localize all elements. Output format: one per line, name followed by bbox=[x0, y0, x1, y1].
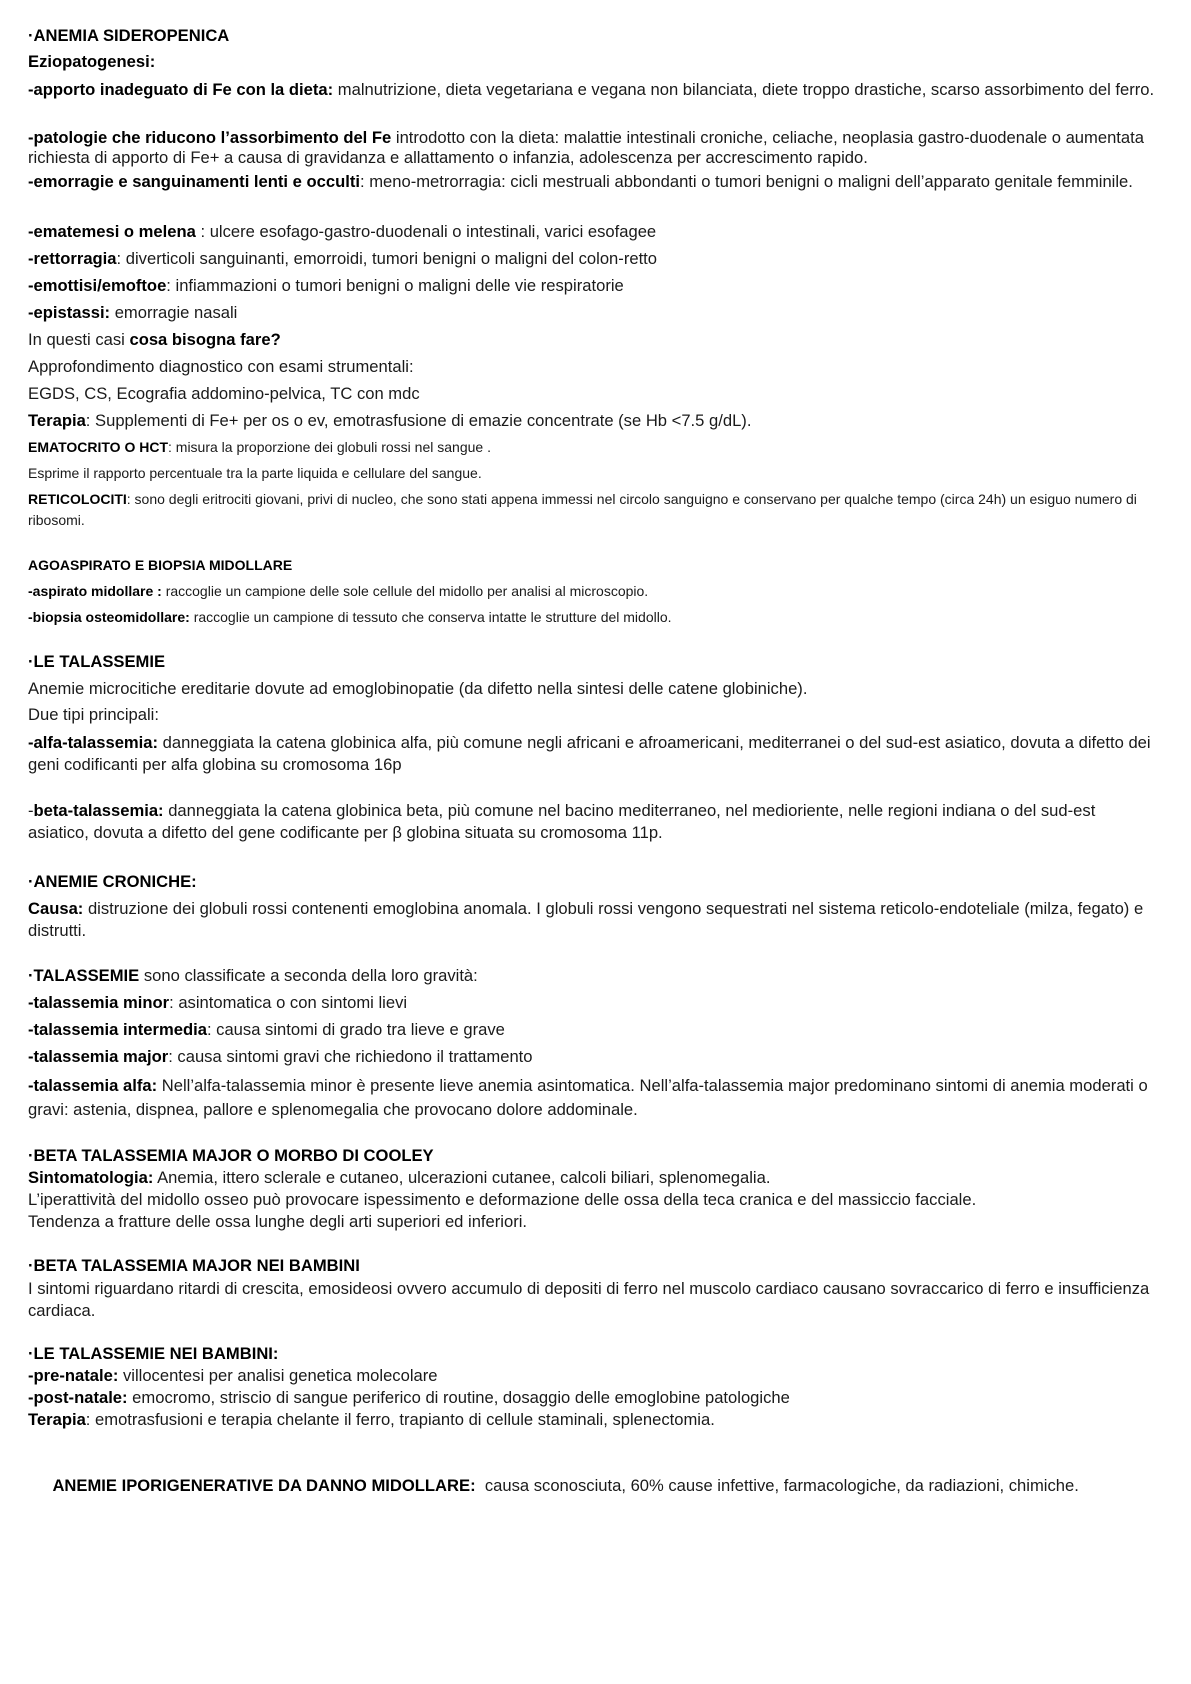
bambini-major-text: I sintomi riguardano ritardi di crescita, emosideosi ovvero accumulo di depositi di ferro nel muscolo cardiaco causano sovraccarico di ferro e insufficienza cardiaca. bbox=[28, 1279, 1150, 1320]
reticolociti-text: : sono degli eritrociti giovani, privi di nucleo, che sono stati appena immessi nel circolo sanguigno e conservano per qualche tempo (circa 24h) un esiguo numero di ribosomi. bbox=[28, 491, 1137, 528]
gravity-item bbox=[28, 1074, 1155, 1122]
cause-term: -emorragie e sanguinamenti lenti e occulti bbox=[28, 172, 360, 191]
beta-term: beta-talassemia: bbox=[33, 801, 164, 820]
sintomatologia-term: Sintomatologia: bbox=[28, 1168, 154, 1187]
beta-talassemia-item bbox=[28, 800, 1155, 844]
gravity-item bbox=[28, 1020, 1155, 1040]
ematocrito-line bbox=[28, 437, 1155, 458]
causa-line bbox=[28, 898, 1155, 942]
section-title-sideropenica: ·ANEMIA SIDEROPENICA bbox=[28, 26, 230, 45]
cause-text: : ulcere esofago-gastro-duodenali o intestinali, varici esofagee bbox=[195, 222, 657, 241]
iporigenerative-term: ANEMIE IPORIGENERATIVE DA DANNO MIDOLLARE: bbox=[52, 1476, 476, 1495]
alfa-talassemia-item bbox=[28, 732, 1155, 776]
bambini-term: -post-natale: bbox=[28, 1388, 128, 1407]
approfondimento-line: Approfondimento diagnostico con esami strumentali: bbox=[28, 357, 414, 376]
gravity-text: Nell’alfa-talassemia minor è presente lieve anemia asintomatica. Nell’alfa-talassemia major predominano sintomi di anemia moderati o gravi: astenia, dispnea, pallore e splenomegalia che provocano dolore addominale. bbox=[28, 1076, 1148, 1119]
cause-term: -epistassi: bbox=[28, 303, 111, 322]
iporigenerative-text: causa sconosciuta, 60% cause infettive, farmacologiche, da radiazioni, chimiche. bbox=[475, 1476, 1079, 1495]
alfa-term: -alfa-talassemia: bbox=[28, 733, 159, 752]
reticolociti-term: RETICOLOCITI bbox=[28, 491, 127, 507]
gravity-item bbox=[28, 993, 1155, 1013]
classificazione-title bbox=[28, 966, 1155, 986]
terapia-line bbox=[28, 411, 1155, 431]
cooley-line: Tendenza a fratture delle ossa lunghe degli arti superiori ed inferiori. bbox=[28, 1212, 528, 1231]
bambini-item bbox=[28, 1388, 1155, 1408]
cause-text: malnutrizione, dieta vegetariana e vegana non bilanciata, diete troppo drastiche, scarso assorbimento del ferro. bbox=[333, 80, 1155, 99]
classificazione-title-bold: ·TALASSEMIE bbox=[28, 966, 140, 985]
cause-item bbox=[28, 249, 1155, 269]
cause-term: -patologie che riducono l’assorbimento del Fe bbox=[28, 128, 392, 147]
procedure-item bbox=[28, 607, 1155, 628]
bambini-term: Terapia bbox=[28, 1410, 86, 1429]
bambini-text: emocromo, striscio di sangue periferico di routine, dosaggio delle emoglobine patologiche bbox=[127, 1388, 790, 1407]
cause-text: : meno-metrorragia: cicli mestruali abbondanti o tumori benigni o maligni dell’apparato genitale femminile. bbox=[359, 172, 1133, 191]
section-title-bambini: ·LE TALASSEMIE NEI BAMBINI: bbox=[28, 1344, 279, 1363]
talassemie-intro: Anemie microcitiche ereditarie dovute ad emoglobinopatie (da difetto nella sintesi delle catene globiniche). bbox=[28, 679, 808, 698]
beta-dash: - bbox=[28, 801, 34, 820]
question-line bbox=[28, 330, 1155, 350]
gravity-term: -talassemia major bbox=[28, 1047, 169, 1066]
cause-item bbox=[28, 78, 1155, 102]
terapia-text: : Supplementi di Fe+ per os o ev, emotrasfusione di emazie concentrate (se Hb <7.5 g/dL). bbox=[85, 411, 752, 430]
cause-text: : infiammazioni o tumori benigni o maligni delle vie respiratorie bbox=[166, 276, 624, 295]
terapia-term: Terapia bbox=[28, 411, 86, 430]
bambini-item bbox=[28, 1366, 1155, 1386]
procedure-text: raccoglie un campione di tessuto che conserva intatte le strutture del midollo. bbox=[189, 609, 672, 625]
causa-term: Causa: bbox=[28, 899, 84, 918]
sintomatologia-text: Anemia, ittero sclerale e cutaneo, ulcerazioni cutanee, calcoli biliari, splenomegalia. bbox=[153, 1168, 771, 1187]
section-title-bambini-major: ·BETA TALASSEMIA MAJOR NEI BAMBINI bbox=[28, 1256, 360, 1275]
causa-text: distruzione dei globuli rossi contenenti emoglobina anomala. I globuli rossi vengono sequestrati nel sistema reticolo-endoteliale (milza, fegato) e distrutti. bbox=[28, 899, 1144, 940]
cause-term: -rettorragia bbox=[28, 249, 117, 268]
eziopatogenesi-heading: Eziopatogenesi: bbox=[28, 52, 156, 71]
ematocrito-term: EMATOCRITO O HCT bbox=[28, 439, 168, 455]
cause-text: emorragie nasali bbox=[110, 303, 238, 322]
classificazione-title-rest: sono classificate a seconda della loro gravità: bbox=[139, 966, 478, 985]
esprime-line: Esprime il rapporto percentuale tra la parte liquida e cellulare del sangue. bbox=[28, 465, 482, 481]
procedure-term: -biopsia osteomidollare: bbox=[28, 609, 190, 625]
question-bold: cosa bisogna fare? bbox=[129, 330, 281, 349]
sintomatologia-line bbox=[28, 1168, 1155, 1188]
cooley-line: L’iperattività del midollo osseo può provocare ispessimento e deformazione delle ossa della teca cranica e del massiccio facciale. bbox=[28, 1190, 977, 1209]
cause-text: introdotto con la dieta: malattie intestinali croniche, celiache, neoplasia gastro-duodenale o aumentata richiesta di apporto di Fe+ a causa di gravidanza e allattamento o infanzia, adolescenza per accrescimento rapido. bbox=[28, 128, 1144, 167]
cause-item bbox=[28, 128, 1155, 168]
gravity-text: : causa sintomi di grado tra lieve e grave bbox=[206, 1020, 505, 1039]
iporigenerative-line bbox=[34, 1456, 1155, 1516]
procedure-text: raccoglie un campione delle sole cellule del midollo per analisi al microscopio. bbox=[161, 583, 649, 599]
gravity-term: -talassemia alfa: bbox=[28, 1076, 158, 1095]
reticolociti-line bbox=[28, 489, 1155, 531]
bambini-term: -pre-natale: bbox=[28, 1366, 119, 1385]
section-title-cooley: ·BETA TALASSEMIA MAJOR O MORBO DI COOLEY bbox=[28, 1146, 434, 1165]
section-title-croniche: ·ANEMIE CRONICHE: bbox=[28, 872, 197, 891]
cause-item bbox=[28, 172, 1155, 192]
cause-term: -emottisi/emoftoe bbox=[28, 276, 167, 295]
cause-item bbox=[28, 303, 1155, 323]
bambini-item bbox=[28, 1410, 1155, 1430]
beta-text: danneggiata la catena globinica beta, più comune nel bacino mediterraneo, nel medioriente, nelle regioni indiana o del sud-est asiatico, dovuta a difetto del gene codificante per β globina situata su cromosoma 11p. bbox=[28, 801, 1096, 842]
gravity-term: -talassemia intermedia bbox=[28, 1020, 207, 1039]
procedure-item bbox=[28, 581, 1155, 602]
alfa-text: danneggiata la catena globinica alfa, più comune negli africani e afroamericani, mediterranei o del sud-est asiatico, dovuta a difetto dei geni codificanti per alfa globina su cromosoma 16p bbox=[28, 733, 1151, 774]
question-prefix: In questi casi bbox=[28, 330, 130, 349]
due-tipi-line: Due tipi principali: bbox=[28, 705, 159, 724]
cause-item bbox=[28, 222, 1155, 242]
gravity-text: : asintomatica o con sintomi lievi bbox=[169, 993, 408, 1012]
gravity-item bbox=[28, 1047, 1155, 1067]
cause-term: -apporto inadeguato di Fe con la dieta: bbox=[28, 80, 334, 99]
gravity-term: -talassemia minor bbox=[28, 993, 170, 1012]
ematocrito-text: : misura la proporzione dei globuli rossi nel sangue . bbox=[168, 439, 491, 455]
section-title-agoaspirato: AGOASPIRATO E BIOPSIA MIDOLLARE bbox=[28, 557, 293, 573]
esami-line: EGDS, CS, Ecografia addomino-pelvica, TC con mdc bbox=[28, 384, 420, 403]
cause-item bbox=[28, 276, 1155, 296]
section-title-talassemie: ·LE TALASSEMIE bbox=[28, 652, 166, 671]
gravity-text: : causa sintomi gravi che richiedono il trattamento bbox=[168, 1047, 533, 1066]
cause-term: -ematemesi o melena bbox=[28, 222, 196, 241]
cause-text: : diverticoli sanguinanti, emorroidi, tumori benigni o maligni del colon-retto bbox=[116, 249, 658, 268]
bambini-text: : emotrasfusioni e terapia chelante il ferro, trapianto di cellule staminali, splenectomia. bbox=[85, 1410, 715, 1429]
procedure-term: -aspirato midollare : bbox=[28, 583, 162, 599]
bambini-text: villocentesi per analisi genetica molecolare bbox=[118, 1366, 438, 1385]
